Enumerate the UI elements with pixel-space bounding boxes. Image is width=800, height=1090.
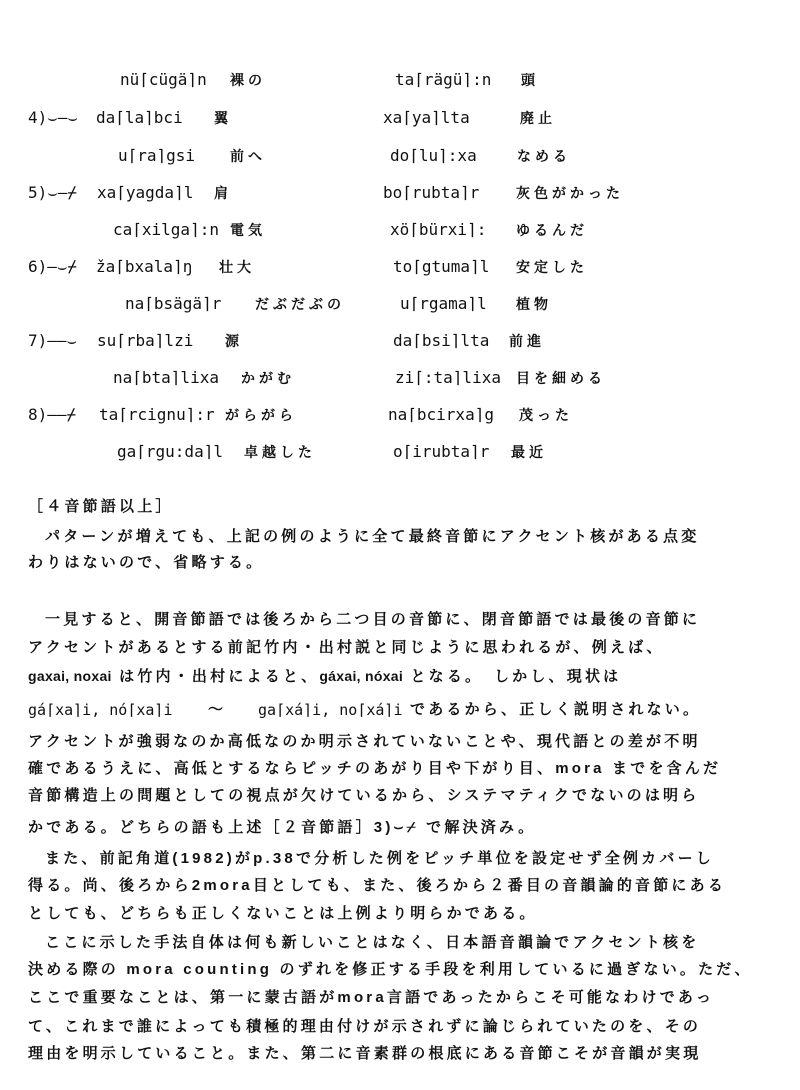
left-word: ža⌈bxala⌉ŋ — [96, 257, 193, 276]
text-line: 得る。尚、後ろから2mora目としても、また、後ろから２番目の音韻論的音節にある — [28, 877, 727, 894]
right-word: zi⌈:ta⌉lixa — [395, 368, 501, 387]
right-word: xa⌈ya⌉lta — [383, 108, 470, 127]
section-heading: ［４音節語以上］ — [28, 498, 174, 515]
pattern-number: 4)⌣–⌣ — [28, 108, 78, 127]
pattern-number: 5)⌣–⌿ — [28, 183, 78, 202]
text-line: としても、どちらも正しくないことは上例より明らかである。 — [28, 905, 538, 922]
text-line: 決める際の mora counting のずれを修正する手段を利用しているに過ぎない。ただ、 — [28, 961, 753, 978]
right-word: xö⌈bürxi⌉: — [390, 220, 487, 239]
left-gloss: だぶだぶの — [255, 296, 345, 312]
right-gloss: 茂った — [519, 407, 573, 423]
example-row — [0, 404, 800, 426]
left-word: xa⌈yagda⌉l — [97, 183, 194, 202]
left-word: ta⌈rcignu⌉:r — [99, 405, 215, 424]
left-word: na⌈bta⌉lixa — [113, 368, 219, 387]
right-gloss: 頭 — [521, 72, 539, 88]
left-gloss: 肩 — [214, 185, 232, 201]
left-gloss: 壮大 — [219, 259, 255, 275]
text-line — [28, 699, 792, 721]
transcription-example: ga⌈xá⌉i, no⌈xá⌉i — [258, 701, 403, 719]
right-gloss: 最近 — [511, 444, 547, 460]
text-line: アクセントが強弱なのか高低なのか明示されていないことや、現代語との差が不明 — [28, 733, 701, 750]
left-word: su⌈rba⌉lzi — [97, 331, 194, 350]
text-line: ここで重要なことは、第一に蒙古語がmora言語であったからこそ可能なわけであっ — [28, 989, 715, 1006]
pattern-number: 6)–⌣⌿ — [28, 257, 78, 276]
tilde-symbol: ～ — [208, 701, 227, 718]
right-word: do⌈lu⌉:xa — [390, 146, 477, 165]
pattern-number: 7)––⌣ — [28, 331, 78, 350]
left-gloss: 源 — [225, 333, 243, 349]
example-row — [0, 330, 800, 352]
right-gloss: 植物 — [516, 296, 552, 312]
example-row — [0, 145, 800, 167]
text-line: ここに示した手法自体は何も新しいことはなく、日本語音韻論でアクセント核を — [45, 934, 700, 951]
example-row — [0, 107, 800, 129]
text-line: また、前記角道(1982)がp.38で分析した例をピッチ単位を設定せず全例カバーし — [45, 850, 714, 867]
text-line: かである。どちらの語も上述［２音節語］3)⌣⌿ で解決済み。 — [28, 819, 537, 836]
example-row — [0, 441, 800, 463]
right-word: o⌈irubta⌉r — [393, 442, 490, 461]
left-gloss: 前へ — [230, 148, 266, 164]
pattern-number: 8)––⌿ — [28, 405, 77, 424]
right-word: bo⌈rubta⌉r — [383, 183, 480, 202]
right-gloss: 安定した — [516, 259, 588, 275]
right-gloss: なめる — [517, 148, 571, 164]
left-gloss: 卓越した — [244, 444, 316, 460]
text-line: 一見すると、開音節語では後ろから二つ目の音節に、閉音節語では最後の音節に — [45, 611, 701, 628]
latin-example: gáxai, nóxai — [319, 668, 404, 684]
right-gloss: 廃止 — [520, 110, 556, 126]
right-gloss: 目を細める — [516, 370, 606, 386]
left-word: da⌈la⌉bci — [96, 108, 183, 127]
transcription-example: gá⌈xa⌉i, nó⌈xa⌉i — [28, 701, 173, 719]
left-gloss: 翼 — [214, 110, 232, 126]
example-row — [0, 69, 800, 91]
left-gloss: 裸の — [230, 72, 266, 88]
right-word: ta⌈rägü⌉:n — [395, 70, 492, 89]
right-gloss: 前進 — [509, 333, 545, 349]
right-gloss: 灰色がかった — [516, 185, 624, 201]
text-line — [28, 665, 792, 687]
text-line: 音節構造上の問題としての視点が欠けているから、システマティクでないのは明ら — [28, 787, 700, 804]
left-word: ca⌈xilga⌉:n — [113, 220, 219, 239]
text-line: パターンが増えても、上記の例のように全て最終音節にアクセント核がある点変 — [45, 528, 700, 545]
right-word: na⌈bcirxa⌉g — [388, 405, 494, 424]
left-gloss: かがむ — [241, 370, 295, 386]
text-line: 確であるうえに、高低とするならピッチのあがり目や下がり目、mora までを含んだ — [28, 760, 722, 777]
text-segment: は竹内・出村によると、 — [111, 668, 320, 685]
left-gloss: 電気 — [230, 222, 266, 238]
left-word: nü⌈cügä⌉n — [120, 70, 207, 89]
example-row — [0, 293, 800, 315]
text-segment: となる。 しかし、現状は — [403, 668, 622, 685]
right-word: u⌈rgama⌉l — [400, 294, 487, 313]
latin-example: gaxai, noxai — [28, 668, 112, 684]
left-word: ga⌈rgu:da⌉l — [117, 442, 223, 461]
left-word: na⌈bsägä⌉r — [125, 294, 222, 313]
text-line: わりはないので、省略する。 — [28, 554, 265, 571]
left-gloss: がらがら — [225, 407, 297, 423]
example-row — [0, 367, 800, 389]
text-segment: であるから、正しく説明されない。 — [410, 701, 702, 718]
right-word: da⌈bsi⌉lta — [393, 331, 490, 350]
text-line: アクセントがあるとする前記竹内・出村説と同じように思われるが、例えば、 — [28, 639, 665, 656]
example-row — [0, 219, 800, 241]
text-line: 理由を明示していること。また、第二に音素群の根底にある音節こそが音韻が実現 — [28, 1045, 702, 1062]
right-word: to⌈gtuma⌉l — [393, 257, 490, 276]
text-line: て、これまで誰によっても積極的理由付けが示されずに論じられていたのを、その — [28, 1018, 702, 1035]
right-gloss: ゆるんだ — [516, 222, 588, 238]
example-row — [0, 256, 800, 278]
example-row — [0, 182, 800, 204]
left-word: u⌈ra⌉gsi — [118, 146, 196, 165]
